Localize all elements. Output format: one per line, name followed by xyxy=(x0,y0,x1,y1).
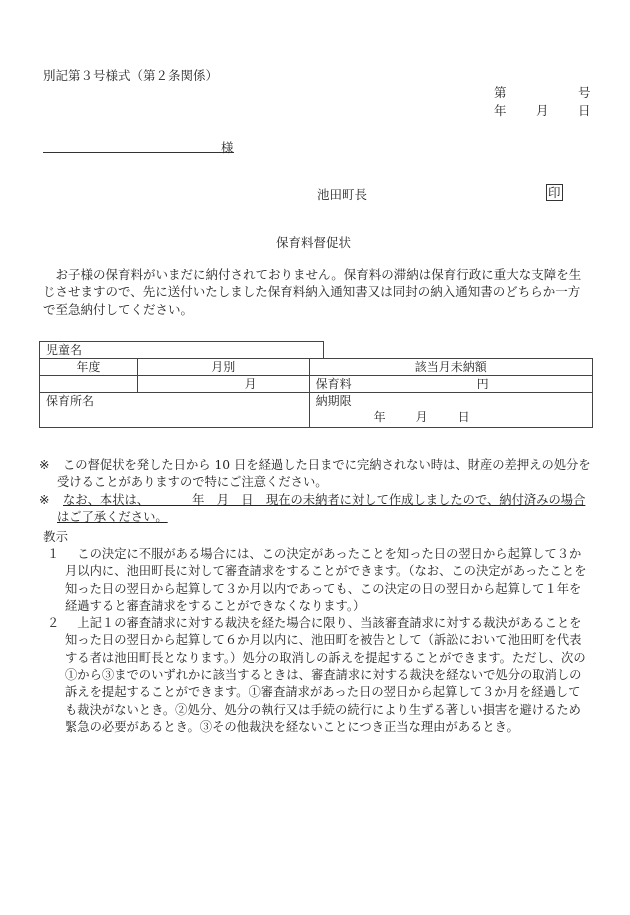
note-mark: ※ xyxy=(39,458,50,472)
date-month-label: 月 xyxy=(536,103,549,118)
col-unpaid: 該当月未納額 xyxy=(309,359,592,376)
addressee-honorific: 様 xyxy=(221,140,234,155)
instructions-list xyxy=(43,546,590,736)
date-day-label: 日 xyxy=(578,103,591,118)
number-suffix: 号 xyxy=(578,85,591,100)
col-year: 年度 xyxy=(40,359,138,376)
instruction-text: この決定に不服がある場合には、この決定があったことを知った日の翌日から起算して３か月以内に、池田町長に対して審査請求をすることができます。（なお、この決定があったことを知った日の翌日から起算して３か月以内であっても、この決定の日の翌日から起算して１年を経過すると審査請求をすることができなくなります。） xyxy=(65,547,587,613)
note-2 xyxy=(39,492,595,527)
number-prefix: 第 xyxy=(494,85,507,100)
sender-name: 池田町長 xyxy=(317,187,368,202)
note-text: なお、本状は、 年 月 日 現在の未納者に対して作成しましたので、納付済みの場合はご了承ください。 xyxy=(57,493,586,525)
deadline-day: 日 xyxy=(457,410,470,424)
fee-table xyxy=(39,341,593,428)
instruction-number: １ xyxy=(47,547,60,561)
child-name-label: 児童名 xyxy=(40,342,324,359)
intro-paragraph: お子様の保育料がいまだに納付されておりません。保育料の滞納は保育行政に重大な支障を生じさせますので、先に送付いたしました保育料納入通知書又は同封の納入通知書のどちらか一方で至急納付してください。 xyxy=(43,267,582,317)
note-text: この督促状を発した日から 10 日を経過した日までに完納されない時は、財産の差押えの処分を受けることがありますので特にご注意ください。 xyxy=(57,458,591,490)
fee-label: 保育料 xyxy=(315,377,352,391)
deadline-month: 月 xyxy=(415,410,428,424)
form-label: 別記第３号様式（第２条関係） xyxy=(43,68,219,83)
year-cell xyxy=(40,376,138,393)
instruction-number: ２ xyxy=(47,616,60,631)
document-title: 保育料督促状 xyxy=(276,235,352,250)
col-month: 月別 xyxy=(137,359,309,376)
instruction-item xyxy=(43,546,590,615)
note-mark: ※ xyxy=(39,493,50,507)
deadline-year: 年 xyxy=(373,410,386,424)
instruction-text: 上記１の審査請求に対する裁決を経た場合に限り、当該審査請求に対する裁決があることを知った日の翌日から起算して６か月以内に、池田町を被告として（訴訟において池田町を代表する者は池田町長となります。）処分の取消しの訴えを提起することができます。ただし、次の①から③までのいずれかに該当するときは、審査請求に対する裁決を経ないで処分の取消しの訴えを提起することができます。①審査請求があった日の翌日から起算して３か月を経過しても裁決がないとき。②処分、処分の執行又は手続の続行により生ずる著しい損害を避けるため緊急の必要があるとき。③その他裁決を経ないことにつき正当な理由があるとき。 xyxy=(65,616,586,734)
seal-box: 印 xyxy=(548,185,561,200)
month-cell: 月 xyxy=(137,376,309,393)
note-1 xyxy=(39,457,595,492)
deadline-label: 納期限 xyxy=(315,394,352,408)
date-year-label: 年 xyxy=(494,103,507,118)
instruction-item xyxy=(43,615,590,736)
yen-unit: 円 xyxy=(476,377,489,391)
instructions-heading: 教示 xyxy=(43,529,69,544)
nursery-label: 保育所名 xyxy=(40,393,310,428)
fee-cell xyxy=(309,376,592,393)
deadline-cell xyxy=(309,393,592,428)
addressee-underline xyxy=(43,152,234,153)
